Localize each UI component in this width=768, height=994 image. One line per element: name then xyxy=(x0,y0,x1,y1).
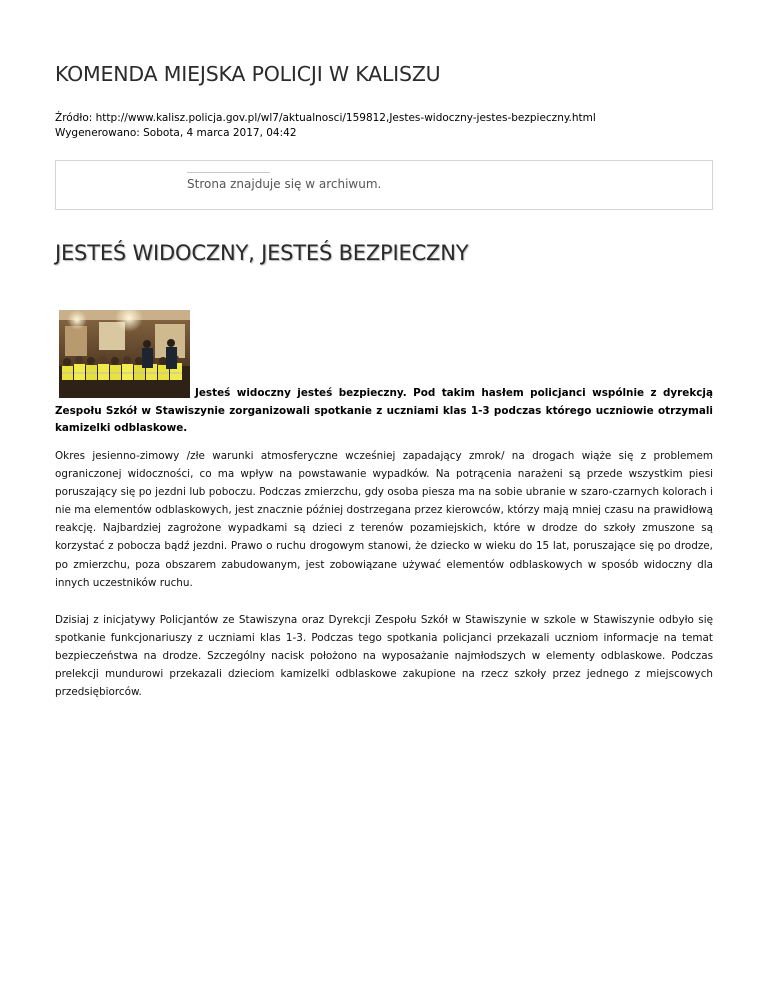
article-title: JESTEŚ WIDOCZNY, JESTEŚ BEZPIECZNY xyxy=(55,241,469,265)
generated-line: Wygenerowano: Sobota, 4 marca 2017, 04:42 xyxy=(55,126,297,139)
archive-notice-box xyxy=(55,160,713,210)
archive-divider xyxy=(187,172,270,173)
article-lead: Jesteś widoczny jesteś bezpieczny. Pod takim hasłem policjanci wspólnie z dyrekcją Zespołu Szkół w Stawiszynie zorganizowali spotkanie z uczniami klas 1-3 podczas którego uczniowie otrzymali kamizelki odblaskowe. xyxy=(55,387,713,434)
article-paragraph: Okres jesienno-zimowy /złe warunki atmosferyczne wcześniej zapadający zmrok/ na drogach wiąże się z problemem ograniczonej widoczności, co ma wpływ na powstawanie wypadków. Na potrącenia narażeni są przede wszystkim piesi poruszający się po jezdni lub poboczu. Podczas zmierzchu, gdy osoba piesza ma na sobie ubranie w szaro-czarnych kolorach i nie ma elementów odblaskowych, jest znacznie później dostrzegana przez kierowców, którzy mają mniej czasu na prawidłową reakcję. Najbardziej zagrożone wypadkami są dzieci z terenów pozamiejskich, które w drodze do szkoły zmuszone są korzystać z pobocza bądź jezdni. Prawo o ruchu drogowym stanowi, że dziecko w wieku do 15 lat, poruszające się po drodze, po zmierzchu, poza obszarem zabudowanym, jest zobowiązane używać elementów odblaskowych w sposób widoczny dla innych uczestników ruchu. xyxy=(55,450,713,589)
source-line: Źródło: http://www.kalisz.policja.gov.pl/wl7/aktualnosci/159812,Jestes-widoczny-jestes-bezpieczny.html xyxy=(55,112,596,124)
archive-notice-text: Strona znajduje się w archiwum. xyxy=(187,177,382,191)
site-title: KOMENDA MIEJSKA POLICJI W KALISZU xyxy=(55,62,441,86)
document-meta xyxy=(55,111,596,140)
article-paragraph: Dzisiaj z inicjatywy Policjantów ze Stawiszyna oraz Dyrekcji Zespołu Szkół w Stawiszynie w szkole w Stawiszynie odbyło się spotkanie funkcjonariuszy z uczniami klas 1-3. Podczas tego spotkania policjanci przekazali uczniom informacje na temat bezpieczeństwa na drodze. Szczególny nacisk położono na wyposażanie najmłodszych w elementy odblaskowe. Podczas prelekcji mundurowi przekazali dzieciom kamizelki odblaskowe zakupione na rzecz szkoły przez jednego z miejscowych przedsiębiorców. xyxy=(55,614,713,699)
